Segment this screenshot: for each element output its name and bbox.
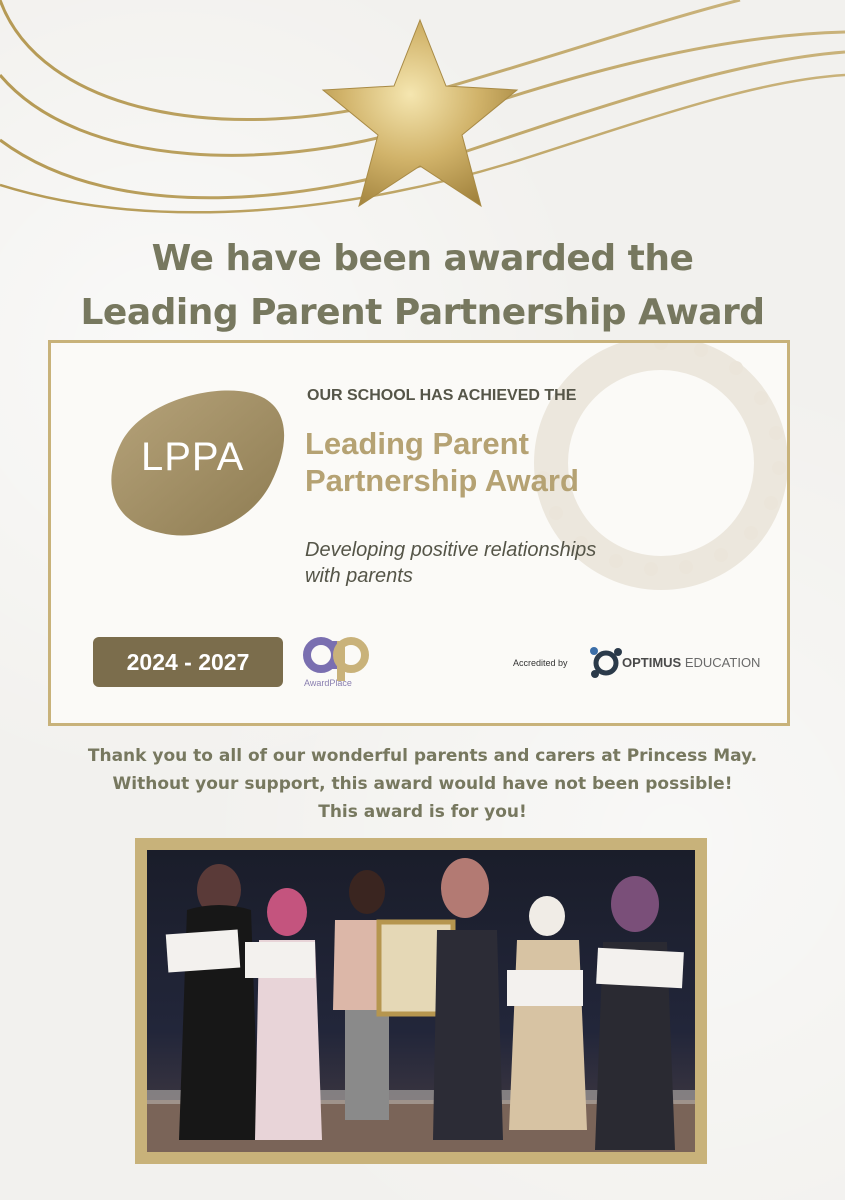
tagline-line-2: with parents (305, 565, 413, 587)
award-tagline (305, 537, 665, 589)
group-photo (147, 850, 695, 1152)
thank-you-message (0, 742, 845, 826)
ap-logo-label: AwardPlace (304, 678, 352, 688)
optimus-education-logo (622, 655, 760, 670)
lppa-logo-text: LPPA (141, 435, 245, 479)
accredited-by-text: Accredited by (513, 658, 568, 668)
thanks-line-1: Thank you to all of our wonderful parents and carers at Princess May. (87, 746, 758, 766)
person (507, 896, 587, 1130)
thanks-line-2: Without your support, this award would have not been possible! (112, 774, 733, 794)
award-certificate (48, 340, 790, 726)
group-photo-frame (135, 838, 707, 1164)
optimus-bold: OPTIMUS (622, 655, 682, 670)
person (433, 858, 503, 1140)
award-title-line-2: Partnership Award (305, 463, 579, 498)
headline (0, 232, 845, 340)
decorative-header (0, 0, 845, 230)
headline-line-1: We have been awarded the (151, 238, 694, 279)
person (245, 888, 322, 1140)
tagline-line-1: Developing positive relationships (305, 539, 597, 561)
award-years-badge: 2024 - 2027 (93, 637, 283, 687)
optimus-rest: EDUCATION (681, 655, 761, 670)
group-photo-illustration (147, 850, 695, 1152)
thanks-line-3: This award is for you! (318, 802, 527, 822)
headline-line-2: Leading Parent Partnership Award (80, 292, 765, 333)
person (595, 876, 684, 1150)
optimus-icon (586, 643, 626, 683)
award-title (305, 425, 665, 499)
achieved-text: OUR SCHOOL HAS ACHIEVED THE (307, 387, 577, 404)
award-title-line-1: Leading Parent (305, 426, 529, 461)
star-icon (323, 20, 517, 206)
